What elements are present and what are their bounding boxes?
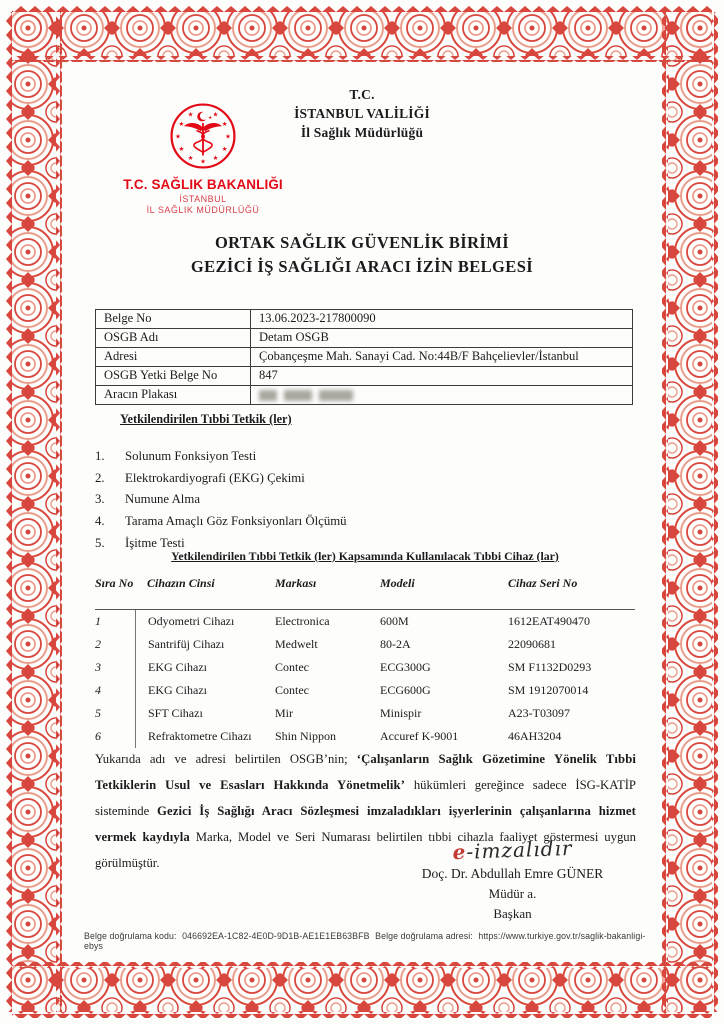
- list-number: 4.: [95, 514, 105, 529]
- cell-no: 3: [95, 660, 101, 674]
- legal-bold-regulation: ‘Çalışanların Sağlık Gözetimine Yönelik Tıbbi Tetkiklerin Usul ve Esasları Hakkında Yönetmelik’: [95, 751, 636, 792]
- verification-code: 046692EA-1C82-4E0D-9D1B-AE1E1EB63BFB: [182, 931, 370, 941]
- cell-serial: 22090681: [508, 637, 556, 651]
- signer-title2: Başkan: [493, 906, 532, 921]
- e-signature-text: -imzalıdır: [465, 835, 573, 864]
- svg-text:★: ★: [208, 115, 213, 121]
- cell-brand: Contec: [275, 683, 309, 697]
- col-header-no: Sıra No: [95, 576, 134, 590]
- devices-table: [95, 576, 635, 748]
- cell-type: SFT Cihazı: [135, 702, 275, 725]
- cell-no: 1: [95, 614, 101, 628]
- cell-no: 5: [95, 706, 101, 720]
- svg-text:★: ★: [221, 119, 228, 128]
- info-value: 13.06.2023-217800090: [251, 310, 633, 329]
- svg-text:★: ★: [187, 154, 194, 163]
- logo-org-name: T.C. SAĞLIK BAKANLIĞI: [123, 177, 283, 192]
- cell-brand: Shin Nippon: [275, 729, 337, 743]
- cell-type: EKG Cihazı: [135, 679, 275, 702]
- svg-text:★: ★: [225, 132, 231, 141]
- list-text: Numune Alma: [125, 492, 200, 507]
- info-value: 847: [251, 367, 633, 386]
- info-label: OSGB Yetki Belge No: [96, 367, 251, 386]
- cell-model: ECG300G: [380, 660, 431, 674]
- header-directorate: İl Sağlık Müdürlüğü: [300, 124, 424, 140]
- col-header-model: Modeli: [380, 576, 415, 590]
- table-row: [96, 348, 633, 367]
- list-number: 1.: [95, 449, 105, 463]
- cell-serial: SM 1912070014: [508, 683, 589, 697]
- list-item: [95, 449, 635, 464]
- verification-footer: [84, 931, 654, 951]
- svg-text:★: ★: [200, 157, 206, 166]
- info-label: OSGB Adı: [96, 329, 251, 348]
- list-number: 3.: [95, 492, 105, 507]
- info-value-redacted: [251, 386, 633, 405]
- cell-type: EKG Cihazı: [135, 656, 275, 679]
- legal-bold-condition: Gezici İş Sağlığı Aracı Sözleşmesi imzaladıkları işyerlerinin çalışanlarına hizmet vermek kaydıyla: [95, 803, 636, 844]
- signature-block: [375, 835, 650, 922]
- col-header-type: Cihazın Cinsi: [147, 576, 215, 590]
- legal-text: hükümleri gereğince sadece İSG-KATİP sisteminde: [95, 777, 636, 818]
- tests-heading: Yetkilendirilen Tıbbi Tetkik (ler): [120, 412, 292, 426]
- list-item: [95, 492, 635, 507]
- cell-type: Odyometri Cihazı: [135, 610, 275, 633]
- devices-header-row: [95, 576, 635, 610]
- devices-heading: Yetkilendirilen Tıbbi Tetkik (ler) Kapsamında Kullanılacak Tıbbi Cihaz (lar): [171, 549, 559, 563]
- svg-text:★: ★: [212, 110, 219, 119]
- list-text: İşitme Testi: [125, 535, 185, 550]
- col-header-serial: Cihaz Seri No: [508, 576, 578, 590]
- verification-address: https://www.turkiye.gov.tr/saglik-bakanligi-ebys: [84, 931, 646, 951]
- verification-code-label: Belge doğrulama kodu:: [84, 931, 177, 941]
- list-number: 2.: [95, 470, 105, 485]
- header-governorship: İSTANBUL VALİLİĞİ: [294, 105, 430, 121]
- table-row: [96, 310, 633, 329]
- cell-type: Santrifüj Cihazı: [135, 633, 275, 656]
- col-header-brand: Markası: [275, 576, 317, 590]
- authorized-tests-section: [95, 412, 635, 558]
- table-row: [96, 386, 633, 405]
- government-header: [0, 86, 724, 143]
- cell-type: Refraktometre Cihazı: [135, 725, 275, 748]
- table-row: [95, 679, 635, 702]
- cell-brand: Mir: [275, 706, 293, 720]
- svg-text:★: ★: [221, 144, 228, 153]
- list-number: 5.: [95, 535, 105, 550]
- list-item: [95, 514, 635, 529]
- logo-city: İSTANBUL: [179, 194, 227, 204]
- signer-name: Doç. Dr. Abdullah Emre GÜNER: [421, 866, 604, 881]
- cell-model: 80-2A: [380, 637, 411, 651]
- logo-dept: İL SAĞLIK MÜDÜRLÜĞÜ: [146, 205, 260, 215]
- cell-model: Minispir: [380, 706, 422, 720]
- document-title: [0, 231, 724, 279]
- cell-serial: A23-T03097: [508, 706, 570, 720]
- cell-serial: SM F1132D0293: [508, 660, 592, 674]
- table-row: [96, 367, 633, 386]
- e-signature-swirl-icon: e: [452, 839, 467, 865]
- cell-model: ECG600G: [380, 683, 431, 697]
- cell-brand: Contec: [275, 660, 309, 674]
- cell-no: 2: [95, 637, 101, 651]
- cell-serial: 1612EAT490470: [508, 614, 590, 628]
- table-row: [95, 610, 635, 633]
- svg-text:★: ★: [178, 144, 185, 153]
- header-tc: T.C.: [349, 87, 375, 102]
- info-label: Aracın Plakası: [96, 386, 251, 405]
- info-value: Detam OSGB: [251, 329, 633, 348]
- table-row: [95, 633, 635, 656]
- svg-text:★: ★: [187, 110, 194, 119]
- cell-model: 600M: [380, 614, 409, 628]
- certificate-info-table: [95, 309, 633, 405]
- title-line-1: ORTAK SAĞLIK GÜVENLİK BİRİMİ: [214, 233, 510, 252]
- legal-text: Yukarıda adı ve adresi belirtilen OSGB’nin;: [95, 751, 357, 766]
- svg-text:★: ★: [175, 132, 181, 141]
- info-value: Çobançeşme Mah. Sanayi Cad. No:44B/F Bahçelievler/İstanbul: [251, 348, 633, 367]
- list-item: [95, 471, 635, 486]
- list-text: Tarama Amaçlı Göz Fonksiyonları Ölçümü: [125, 514, 347, 529]
- table-row: [95, 702, 635, 725]
- signer-title1: Müdür a.: [488, 886, 537, 901]
- caduceus-emblem-icon: [166, 99, 240, 173]
- table-row: [95, 656, 635, 679]
- tests-list: [95, 449, 635, 551]
- cell-brand: Electronica: [275, 614, 330, 628]
- legal-text: Marka, Model ve Seri Numarası belirtilen tıbbi cihazla faaliyet göstermesi uygun görülmüştür.: [95, 829, 636, 870]
- cell-no: 6: [95, 729, 101, 743]
- list-text: Elektrokardiyografi (EKG) Çekimi: [125, 470, 305, 485]
- svg-text:★: ★: [212, 154, 219, 163]
- title-line-2: GEZİCİ İŞ SAĞLIĞI ARACI İZİN BELGESİ: [190, 256, 534, 276]
- cell-serial: 46AH3204: [508, 729, 562, 743]
- info-label: Belge No: [96, 310, 251, 329]
- table-row: [96, 329, 633, 348]
- info-label: Adresi: [96, 348, 251, 367]
- verification-addr-label: Belge doğrulama adresi:: [375, 931, 473, 941]
- e-signature-mark: [375, 833, 651, 867]
- list-text: Solunum Fonksiyon Testi: [125, 449, 257, 463]
- table-row: [95, 725, 635, 748]
- cell-model: Accuref K-9001: [380, 729, 459, 743]
- cell-no: 4: [95, 683, 101, 697]
- ministry-logo: [112, 99, 294, 215]
- cell-brand: Medwelt: [275, 637, 318, 651]
- vehicle-plate-redacted: [259, 387, 360, 402]
- svg-text:★: ★: [178, 119, 185, 128]
